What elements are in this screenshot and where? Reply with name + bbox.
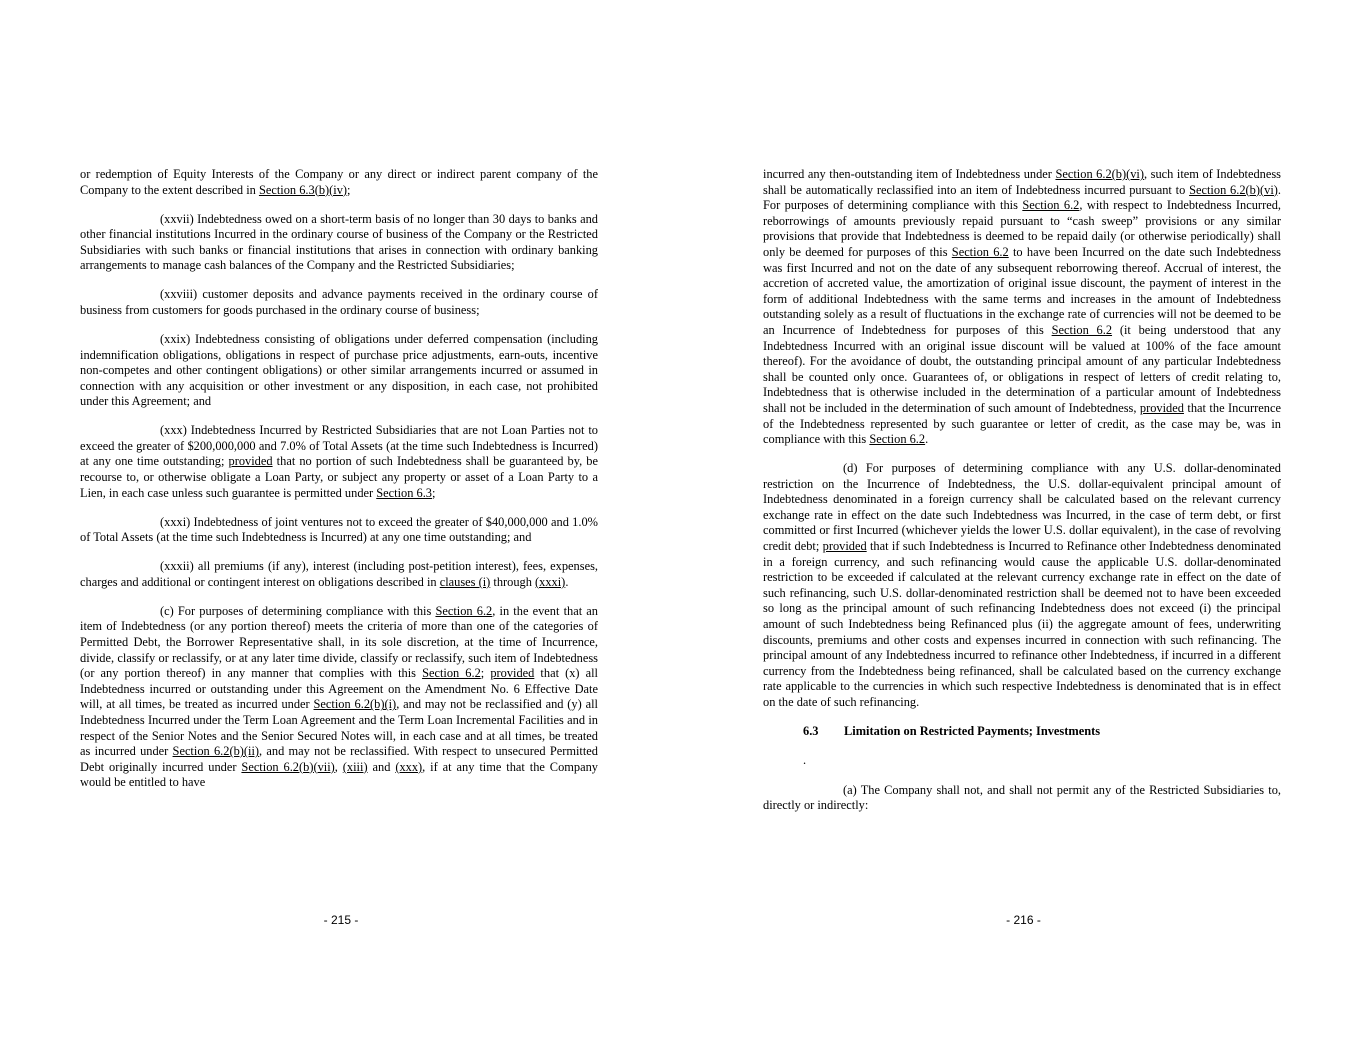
- cross-reference: Section 6.3(b)(iv): [258, 182, 348, 197]
- text-run: to have been Incurred on the date such Indebtedness was first Incurred and not on the date of any subsequent reborrowing thereof. Accrual of interest, the accretion of accreted value, the amortization of original issue discount, the payment of interest in the form of additional Indebtedness with the same terms and increases in the amount of Indebtedness outstanding solely as a result of fluctuations in the exchange rate of currencies will not be deemed to be an Incurrence of Indebtedness for purposes of this: [763, 244, 1281, 337]
- text-run: .: [565, 574, 569, 589]
- text-run: ;: [347, 182, 351, 197]
- text-run: , if at any time that the Company would be entitled to have: [80, 759, 598, 790]
- subsection-c: [80, 604, 598, 791]
- defined-term: provided: [490, 666, 535, 681]
- page-216: [682, 0, 1365, 1055]
- cross-reference: Section 6.2: [951, 244, 1009, 259]
- text-run: (xxxii) all premiums (if any), interest (including post-petition interest), fees, expenses, charges and additional or contingent interest on obligations described in: [80, 559, 598, 589]
- section-heading: [803, 724, 1281, 740]
- cross-reference: (xiii): [342, 759, 368, 774]
- page-number: - 216 -: [1006, 913, 1041, 927]
- subsection-a: [763, 783, 1281, 814]
- cross-reference: Section 6.2(b)(vii): [241, 759, 335, 774]
- text-run: ,: [334, 759, 343, 774]
- section-number: 6.3: [803, 723, 819, 738]
- cross-reference: (xxxi): [535, 574, 566, 589]
- cross-reference: Section 6.2(b)(vi): [1055, 167, 1144, 181]
- text-run: (c) For purposes of determining compliance with this: [160, 603, 436, 618]
- text-run: .: [925, 432, 929, 447]
- clause-xxxii: [80, 559, 598, 590]
- defined-term: provided: [1139, 400, 1184, 415]
- text-run: that if such Indebtedness is Incurred to Refinance other Indebtedness denominated in a foreign currency, and such refinancing would cause the applicable U.S. dollar-denominated restriction to be exceeded if calculated at the relevant currency exchange rate in effect on the date of such refinancing, such U.S. dollar-denominated restriction shall be deemed not to have been exceeded so long as the principal amount of such refinancing Indebtedness does not exceed (i) the principal amount of such Indebtedness being Refinanced plus (ii) the aggregate amount of fees, underwriting discounts, premiums and other costs and expenses incurred in connection with such refinancing. The principal amount of any Indebtedness incurred to refinance other Indebtedness, if incurred in a different currency from the Indebtedness being refinanced, shall be calculated based on the currency exchange rate applicable to the currencies in which such respective Indebtedness is denominated that is in effect on the date of such refinancing.: [763, 539, 1281, 709]
- cross-reference: Section 6.2: [869, 432, 926, 447]
- defined-term: provided: [228, 454, 273, 469]
- page-number: - 215 -: [323, 913, 359, 927]
- page-215-body: [80, 167, 598, 804]
- paragraph-continuation: [80, 167, 598, 198]
- text-run: , with respect to Indebtedness Incurred, reborrowings of amounts previously repaid pursuant to “cash sweep” provisions or any similar provisions that provide that Indebtedness is deemed to be repaid daily (or otherwise periodically) shall only be deemed for purposes of this: [763, 198, 1281, 259]
- page-216-body: [763, 167, 1281, 827]
- text-run: that no portion of such Indebtedness shall be guaranteed by, be recourse to, or otherwise obligate a Loan Party, or subject any property or asset of a Loan Party to a Lien, in each case unless such guarantee is permitted under: [80, 454, 599, 500]
- text-run: , and may not be reclassified and (y) all Indebtedness Incurred under the Term Loan Agreement and the Term Loan Incremental Facilities and in respect of the Senior Notes and the Senior Secured Notes will, in each case and at all times, be treated as incurred under: [80, 697, 598, 759]
- clause-xxvii: [80, 212, 598, 274]
- text-run: that the Incurrence of the Indebtedness represented by such guarantee or letter of credit, as the case may be, was in compliance with this: [763, 400, 1281, 447]
- cross-reference: clauses (i): [439, 574, 491, 589]
- page-215: [0, 0, 682, 1055]
- clause-xxix: [80, 332, 598, 410]
- text-run: , such item of Indebtedness shall be automatically reclassified into an item of Indebtedness incurred pursuant to: [763, 167, 1281, 197]
- text-run: (it being understood that any Indebtedness Incurred with an original issue discount will be valued at 100% of the face amount thereof). For the avoidance of doubt, the outstanding principal amount of any particular Indebtedness shall be counted only once. Guarantees of, or obligations in respect of letters of credit relating to, Indebtedness that is otherwise included in the determination of a particular amount of Indebtedness shall not be included in the determination of such amount of Indebtedness,: [763, 322, 1281, 415]
- text-run: , in the event that an item of Indebtedness (or any portion thereof) meets the criteria of more than one of the categories of Permitted Debt, the Borrower Representative shall, in its sole discretion, at the time of Incurrence, divide, classify or reclassify, or at any later time divide, classify or reclassify, such item of Indebtedness (or any portion thereof) in any manner that complies with this: [80, 603, 598, 681]
- cross-reference: (xxx): [395, 759, 423, 774]
- text-run: (d) For purposes of determining compliance with any U.S. dollar-denominated restriction on the Incurrence of Indebtedness, the U.S. dollar-equivalent principal amount of Indebtedness denominated in a foreign currency shall be calculated based on the relevant currency exchange rate in effect on the date such Indebtedness was Incurred, in the case of term debt, or first committed or first Incurred (whichever yields the lower U.S. dollar equivalent), in the case of revolving credit debt;: [763, 461, 1281, 554]
- text-run: (xxxi) Indebtedness of joint ventures not to exceed the greater of $40,000,000 and 1.0% of Total Assets (at the time such Indebtedness is Incurred) at any one time outstanding; and: [80, 514, 598, 545]
- text-run: (xxvii) Indebtedness owed on a short-term basis of no longer than 30 days to banks and other financial institutions Incurred in the ordinary course of business of the Company or the Restricted Subsidiaries with such banks or financial institutions that arises in connection with ordinary banking arrangements to manage cash balances of the Company and the Restricted Subsidiaries;: [80, 211, 598, 273]
- stray-period: .: [803, 752, 807, 767]
- defined-term: provided: [822, 539, 867, 554]
- text-run: incurred any then-outstanding item of Indebtedness under: [763, 167, 1056, 181]
- text-run: (xxviii) customer deposits and advance payments received in the ordinary course of business from customers for goods purchased in the ordinary course of business;: [80, 287, 598, 317]
- clause-xxx: [80, 423, 598, 501]
- subsection-d: [763, 461, 1281, 711]
- text-run: through: [490, 574, 536, 589]
- clause-xxviii: [80, 287, 598, 318]
- paragraph-continuation: [763, 167, 1281, 448]
- section-title: Limitation on Restricted Payments; Investments: [844, 723, 1101, 738]
- cross-reference: Section 6.2(b)(i): [313, 697, 397, 712]
- cross-reference: Section 6.3: [376, 485, 432, 500]
- text-run: , and may not be reclassified. With respect to unsecured Permitted Debt originally incurred under: [80, 744, 598, 774]
- text-run: (xxix) Indebtedness consisting of obligations under deferred compensation (including indemnification obligations, obligations in respect of purchase price adjustments, earn-outs, incentive non-competes and other contingent obligations) or other similar arrangements incurred or assumed in connection with any acquisition or other investment or any disposition, in each case, not prohibited under this Agreement; and: [80, 331, 598, 409]
- cross-reference: Section 6.2: [1022, 198, 1080, 213]
- text-run: that (x) all Indebtedness incurred or outstanding under this Agreement on the Amendment No. 6 Effective Date will, at all times, be treated as incurred under: [80, 666, 598, 712]
- cross-reference: Section 6.2: [422, 666, 481, 681]
- text-run: (a) The Company shall not, and shall not permit any of the Restricted Subsidiaries to, directly or indirectly:: [763, 782, 1281, 813]
- cross-reference: Section 6.2(b)(vi): [1189, 182, 1278, 197]
- text-run: (xxx) Indebtedness Incurred by Restricted Subsidiaries that are not Loan Parties not to exceed the greater of $200,000,000 and 7.0% of Total Assets (at the time such Indebtedness is Incurred) at any one time outstanding;: [80, 423, 598, 469]
- cross-reference: Section 6.2: [1051, 322, 1113, 337]
- text-run: and: [367, 759, 396, 774]
- text-run: or redemption of Equity Interests of the Company or any direct or indirect parent company of the Company to the extent described in: [80, 167, 598, 197]
- text-run: ;: [480, 666, 491, 681]
- clause-xxxi: [80, 515, 598, 546]
- cross-reference: Section 6.2(b)(ii): [172, 744, 260, 759]
- text-run: ;: [432, 485, 436, 500]
- text-run: . For purposes of determining compliance with this: [763, 182, 1281, 213]
- cross-reference: Section 6.2: [435, 603, 493, 618]
